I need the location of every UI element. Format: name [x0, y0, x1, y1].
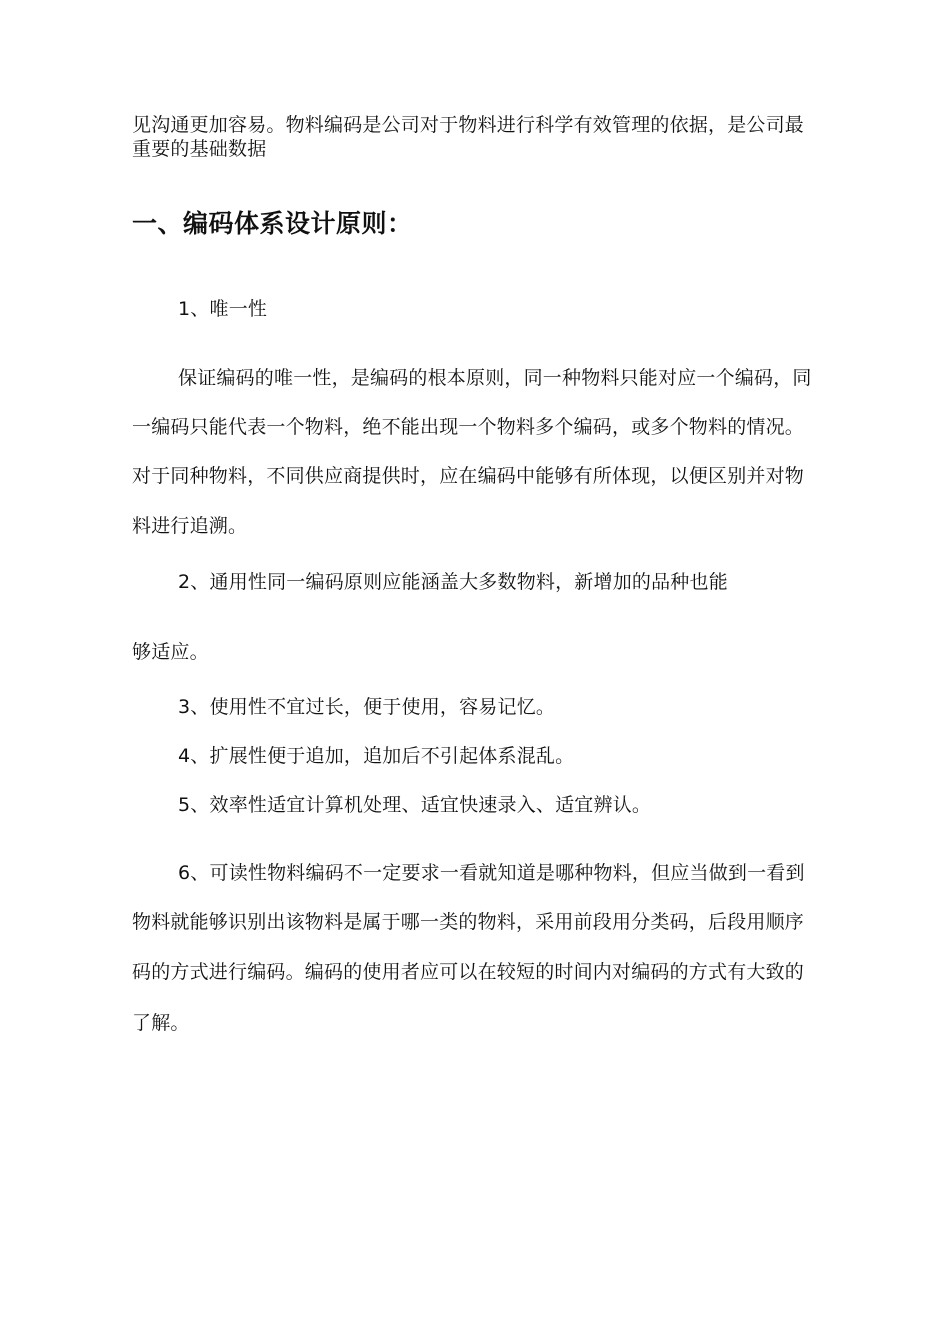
- intro-line-2: 重要的基础数据: [132, 138, 267, 160]
- principle-1-line-3: 对于同种物料，不同供应商提供时，应在编码中能够有所体现，以便区别并对物: [132, 465, 805, 487]
- intro-line-1: 见沟通更加容易。物料编码是公司对于物料进行科学有效管理的依据，是公司最: [132, 114, 805, 136]
- principle-1-line-1: 保证编码的唯一性，是编码的根本原则，同一种物料只能对应一个编码，同: [178, 367, 812, 389]
- principle-6-line-1: 6、可读性物料编码不一定要求一看就知道是哪种物料，但应当做到一看到: [178, 862, 805, 884]
- principle-5: 5、效率性适宜计算机处理、适宜快速录入、适宜辨认。: [178, 794, 652, 816]
- principle-1-title: 1、唯一性: [178, 298, 268, 320]
- principle-2-line-1: 2、通用性同一编码原则应能涵盖大多数物料，新增加的品种也能: [178, 571, 728, 593]
- principle-1-line-2: 一编码只能代表一个物料，绝不能出现一个物料多个编码，或多个物料的情况。: [132, 416, 805, 438]
- principle-6-line-3: 码的方式进行编码。编码的使用者应可以在较短的时间内对编码的方式有大致的: [132, 961, 805, 983]
- principle-3: 3、使用性不宜过长，便于使用，容易记忆。: [178, 696, 556, 718]
- principle-1-line-4: 料进行追溯。: [132, 515, 248, 537]
- principle-2-line-2: 够适应。: [132, 641, 209, 663]
- principle-6-line-2: 物料就能够识别出该物料是属于哪一类的物料，采用前段用分类码，后段用顺序: [132, 911, 805, 933]
- principle-6-line-4: 了解。: [132, 1012, 190, 1034]
- section-heading: 一、编码体系设计原则：: [132, 209, 413, 238]
- principle-4: 4、扩展性便于追加，追加后不引起体系混乱。: [178, 745, 575, 767]
